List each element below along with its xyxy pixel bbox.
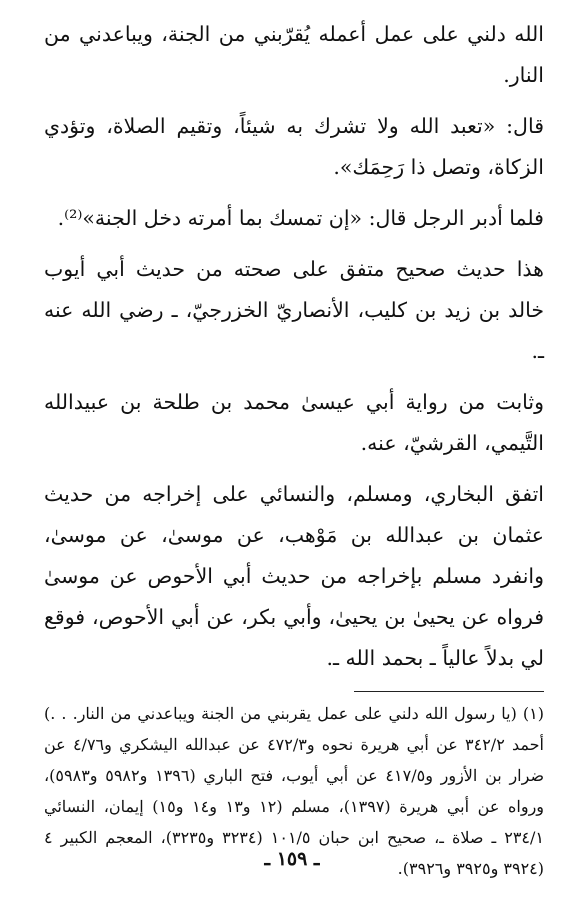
body-paragraph-1: الله دلني على عمل أعمله يُقرّبني من الجنة، ويباعدني من النار. bbox=[44, 22, 544, 87]
body-paragraph-6: اتفق البخاري، ومسلم، والنسائي على إخراجه من حديث عثمان بن عبدالله بن مَوْهب، عن موسىٰ، عن موسىٰ، وانفرد مسلم بإخراجه من حديث أبي الأحوص عن موسىٰ فرواه عن يحيىٰ بن يحيىٰ، وأبي بكر، عن أبي الأحوص، فوقع لي بدلاً عالياً ـ بحمد الله ـ. bbox=[44, 482, 544, 670]
body-paragraph-2: قال: «تعبد الله ولا تشرك به شيئاً، وتقيم الصلاة، وتؤدي الزكاة، وتصل ذا رَحِمَك». bbox=[44, 114, 544, 179]
footnote: (١) (يا رسول الله دلني على عمل يقربني من الجنة ويباعدني من النار. . .) أحمد ٣٤٢/٢ عن أبي هريرة نحوه و٤٧٢/٣ عن عبدالله اليشكري و٤/٧٦ عن ضرار بن الأزور و٤١٧/٥ عن أبي أيوب، فتح الباري (١٣٩٦ و٥٩٨٢ و٥٩٨٣)، ورواه عن أبي هريرة (١٣٩٧)، مسلم (١٢ و١٣ و١٤ و١٥) إيمان، النسائي ٢٣٤/١ ـ صلاة ـ، صحيح ابن حبان ١٠١/٥ (٣٢٣٤ و٣٢٣٥)، المعجم الكبير ٤ (٣٩٢٤ و٣٩٢٥ و٣٩٢٦). bbox=[44, 704, 545, 878]
page-number: ـ ١٥٩ ـ bbox=[264, 848, 320, 870]
footnote-divider bbox=[354, 691, 544, 692]
body-paragraph-5: وثابت من رواية أبي عيسىٰ محمد بن طلحة بن عبيدالله التَّيمي، القرشيّ، عنه. bbox=[44, 390, 544, 455]
body-paragraph-4: هذا حديث صحيح متفق على صحته من حديث أبي أيوب خالد بن زيد بن كليب، الأنصاريّ الخزرجيّ، ـ رضي الله عنه ـ. bbox=[44, 257, 544, 363]
body-paragraph-3: فلما أدبر الرجل قال: «إن تمسك بما أمرته دخل الجنة»⁽²⁾. bbox=[57, 206, 544, 230]
